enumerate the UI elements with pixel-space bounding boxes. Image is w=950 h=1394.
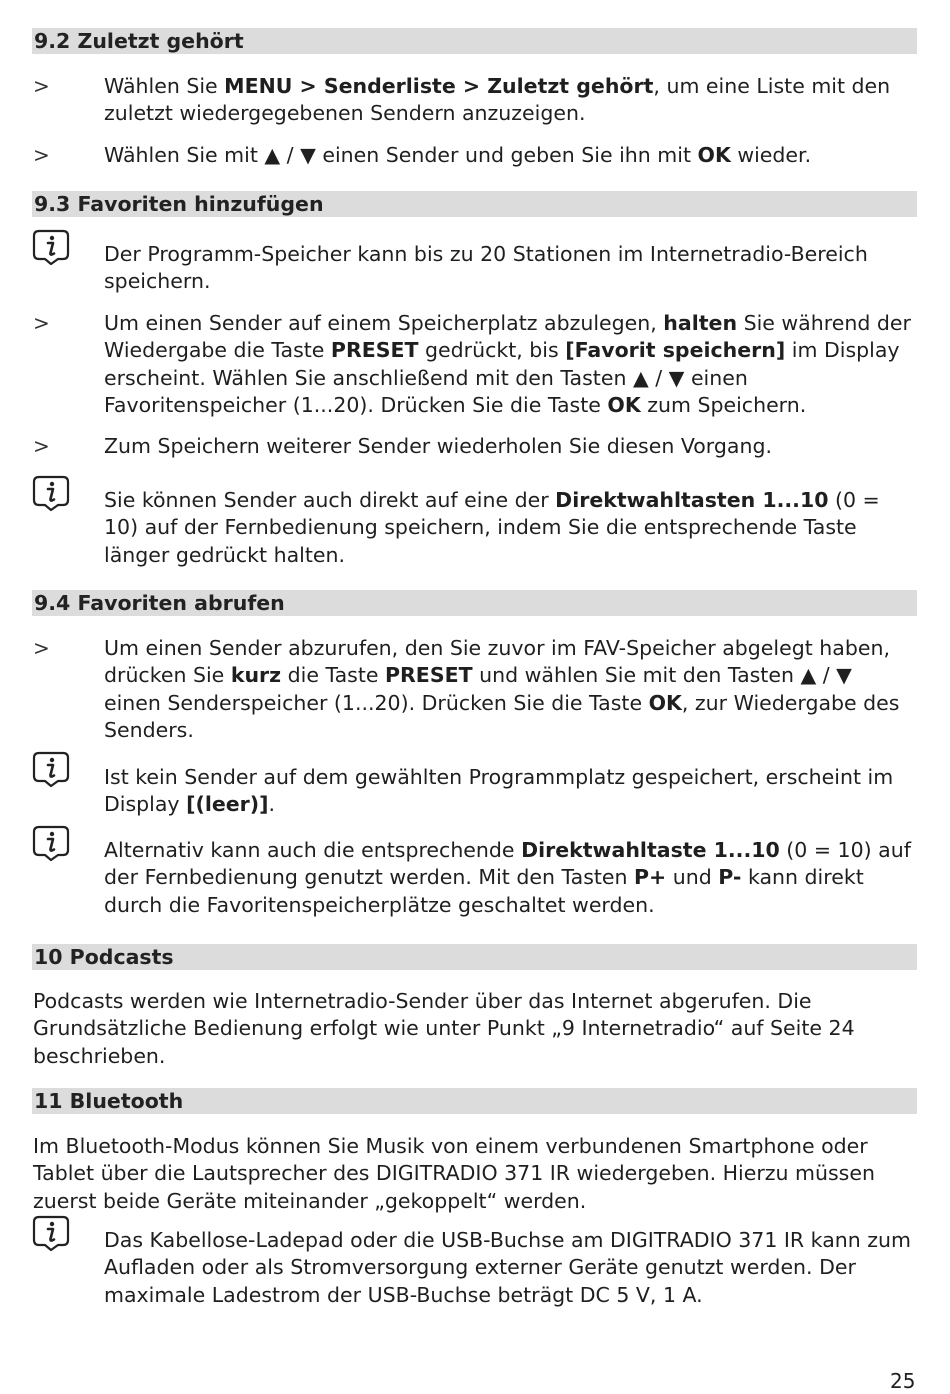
step-text: Zum Speichern weiterer Sender wiederholen Sie diesen Vorgang. [104, 434, 772, 458]
section-heading-11: 11 Bluetooth [32, 1088, 917, 1114]
step-text: Wählen Sie mit ▲ / ▼ einen Sender und geben Sie ihn mit OK wieder. [104, 143, 812, 167]
step-text: Um einen Sender auf einem Speicherplatz abzulegen, halten Sie während der Wiedergabe die Taste PRESET gedrückt, bis [Favorit speichern] im Display erscheint. Wählen Sie anschließend mit den Tasten ▲ / ▼ einen Favoritenspeicher (1...20). Drücken Sie die Taste OK zum Speichern. [104, 311, 911, 417]
info-icon [31, 1214, 71, 1252]
section-body: Im Bluetooth-Modus können Sie Musik von einem verbundenen Smartphone oder Tablet über die Lautsprecher des DIGITRADIO 371 IR wiedergeben. Hierzu müssen zuerst beide Geräte miteinander „gekoppelt“ werden. [33, 1134, 875, 1213]
step-text: Um einen Sender abzurufen, den Sie zuvor im FAV-Speicher abgelegt haben, drücken Sie kurz die Taste PRESET und wählen Sie mit den Tasten ▲ / ▼ einen Senderspeicher (1...20). Drücken Sie die Taste OK, zur Wiedergabe des Senders. [104, 636, 900, 742]
section-body: Podcasts werden wie Internetradio-Sender über das Internet abgerufen. Die Grundsätzliche Bedienung erfolgt wie unter Punkt „9 Internetradio“ auf Seite 24 beschrieben. [33, 989, 855, 1068]
step-marker: > [33, 434, 50, 458]
section-heading-9-3: 9.3 Favoriten hinzufügen [32, 191, 917, 217]
info-note: Das Kabellose-Ladepad oder die USB-Buchse am DIGITRADIO 371 IR kann zum Aufladen oder als Stromversorgung externer Geräte genutzt werden. Der maximale Ladestrom der USB-Buchse beträgt DC 5 V, 1 A. [104, 1228, 911, 1307]
step-marker: > [33, 311, 50, 335]
info-note: Alternativ kann auch die entsprechende Direktwahltaste 1...10 (0 = 10) auf der Fernbedienung genutzt werden. Mit den Tasten P+ und P- kann direkt durch die Favoritenspeicherplätze geschaltet werden. [104, 838, 911, 917]
step-marker: > [33, 143, 50, 167]
info-icon [31, 474, 71, 512]
info-icon [31, 750, 71, 788]
info-note: Ist kein Sender auf dem gewählten Programmplatz gespeichert, erscheint im Display [(leer)]. [104, 765, 894, 817]
step-text: Wählen Sie MENU > Senderliste > Zuletzt gehört, um eine Liste mit den zuletzt wiedergegebenen Sendern anzuzeigen. [104, 74, 891, 126]
section-heading-9-4: 9.4 Favoriten abrufen [32, 590, 917, 616]
step-marker: > [33, 74, 50, 98]
section-heading-10: 10 Podcasts [32, 944, 917, 970]
section-heading-9-2: 9.2 Zuletzt gehört [32, 28, 917, 54]
info-icon [31, 228, 71, 266]
info-note: Sie können Sender auch direkt auf eine der Direktwahltasten 1...10 (0 = 10) auf der Fernbedienung speichern, indem Sie die entsprechende Taste länger gedrückt halten. [104, 488, 880, 567]
info-icon [31, 824, 71, 862]
step-marker: > [33, 636, 50, 660]
page-number: 25 [890, 1369, 916, 1393]
info-note: Der Programm-Speicher kann bis zu 20 Stationen im Internetradio-Bereich speichern. [104, 242, 868, 294]
